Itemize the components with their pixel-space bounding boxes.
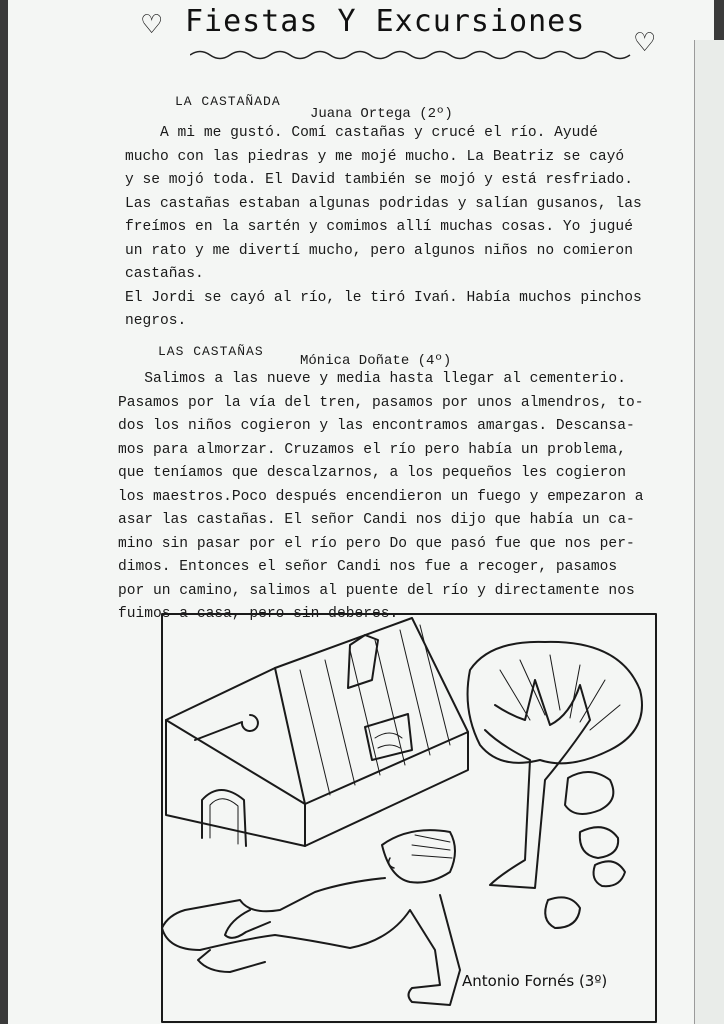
article-1-author: Juana Ortega (2º) bbox=[310, 106, 453, 122]
boy-arm bbox=[225, 910, 270, 938]
page-header bbox=[130, 0, 690, 62]
body-line: y se mojó toda. El David también se mojó y está resfriado. bbox=[125, 172, 633, 188]
body-line: fuimos a casa, pero sin deberes. bbox=[118, 606, 399, 622]
wall-lamp bbox=[195, 715, 258, 740]
house-roof bbox=[166, 618, 468, 804]
body-line: Salimos a las nueve y media hasta llegar al cementerio. bbox=[118, 371, 626, 387]
house-front-wall bbox=[166, 720, 305, 846]
body-line: mino sin pasar por el río pero Do que pasó fue que nos per- bbox=[118, 535, 635, 552]
house-window bbox=[365, 714, 412, 760]
body-line: dos los niños cogieron y las encontramos amargas. Descansa- bbox=[118, 418, 635, 434]
boy-shoe bbox=[198, 950, 265, 972]
article-2-heading: LAS CASTAÑAS bbox=[158, 344, 264, 359]
body-line: Pasamos por la vía del tren, pasamos por unos almendros, to- bbox=[118, 394, 644, 411]
body-line: freímos en la sartén y comimos allí muchas cosas. Yo jugué bbox=[125, 219, 633, 235]
heart-right-icon: ♡ bbox=[633, 28, 657, 58]
illustration-drawing bbox=[150, 610, 658, 1024]
tree-canopy bbox=[468, 642, 642, 763]
rock bbox=[594, 861, 625, 886]
page-edge bbox=[694, 40, 724, 1024]
rock bbox=[545, 897, 580, 928]
bush bbox=[565, 772, 613, 814]
heart-left-icon: ♡ bbox=[140, 10, 164, 40]
wavy-underline bbox=[190, 48, 640, 62]
body-line: que teníamos que descalzarnos, a los pequeños les cogieron bbox=[118, 465, 626, 481]
article-1-heading: LA CASTAÑADA bbox=[175, 94, 281, 109]
body-line: negros. bbox=[125, 313, 187, 329]
boy-head bbox=[382, 830, 455, 882]
body-line: un rato y me divertí mucho, pero algunos niños no comieron bbox=[125, 242, 633, 259]
rock bbox=[580, 827, 618, 858]
drawing-frame bbox=[162, 614, 656, 1022]
body-line: asar las castañas. El señor Candi nos dijo que había un ca- bbox=[118, 512, 635, 528]
article-2-author: Mónica Doñate (4º) bbox=[300, 353, 452, 369]
drawing-signature: Antonio Fornés (3º) bbox=[462, 972, 608, 990]
house-side-wall bbox=[305, 732, 468, 846]
body-line: A mi me gustó. Comí castañas y crucé el río. Ayudé bbox=[125, 125, 598, 141]
body-line: mucho con las piedras y me mojé mucho. La Beatriz se cayó bbox=[125, 148, 625, 165]
body-line: Las castañas estaban algunas podridas y salían gusanos, las bbox=[125, 195, 642, 212]
tree-trunk bbox=[485, 680, 590, 888]
body-line: castañas. bbox=[125, 266, 204, 282]
boy-body bbox=[162, 878, 460, 1005]
body-line: mos para almorzar. Cruzamos el río pero había un problema, bbox=[118, 441, 626, 458]
article-2-body bbox=[118, 368, 643, 627]
body-line: El Jordi se cayó al río, le tiró Ivań. Había muchos pinchos bbox=[125, 289, 642, 306]
body-line: por un camino, salimos al puente del río y directamente nos bbox=[118, 582, 635, 599]
body-line: dimos. Entonces el señor Candi nos fue a recoger, pasamos bbox=[118, 559, 618, 575]
body-line: los maestros.Poco después encendieron un fuego y empezaron a bbox=[118, 488, 644, 505]
page-title: Fiestas Y Excursiones bbox=[185, 4, 586, 39]
article-1-body bbox=[125, 122, 642, 334]
